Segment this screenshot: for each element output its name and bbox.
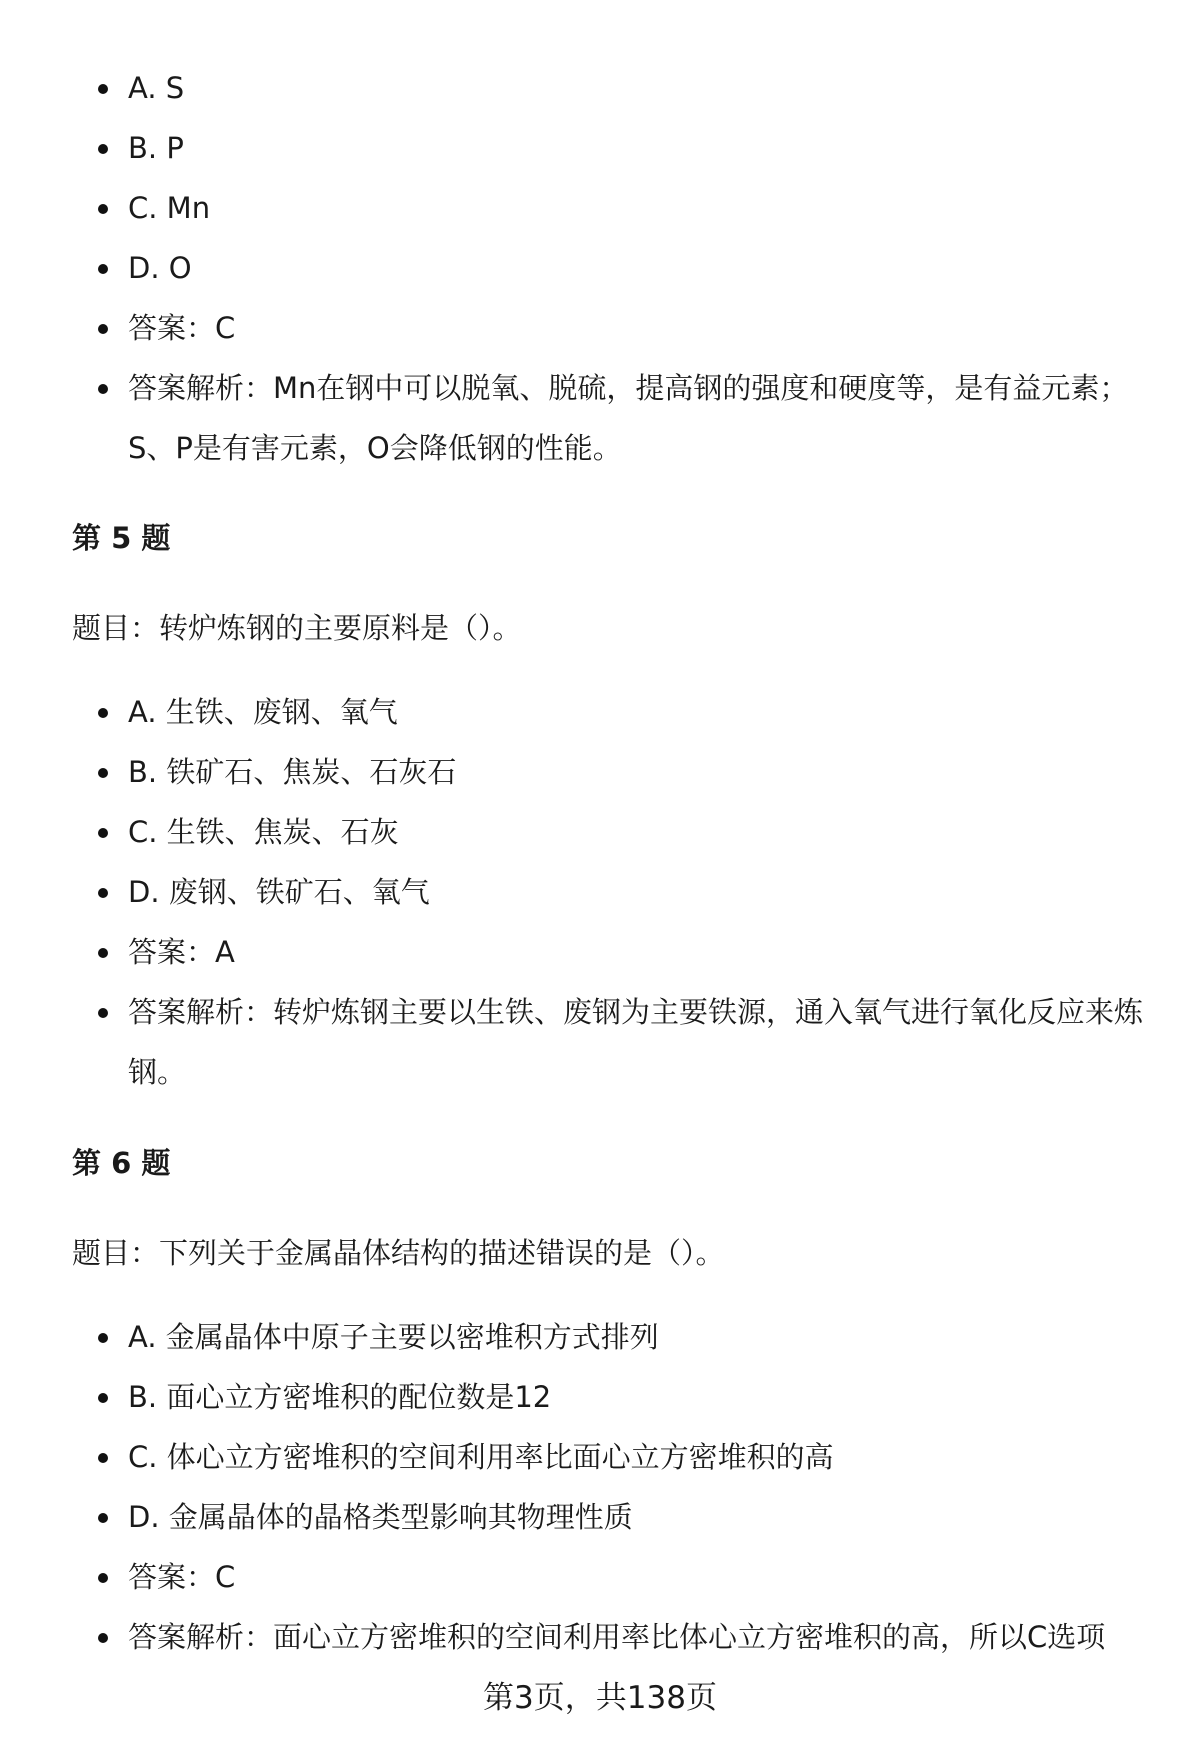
option-d: D. 金属晶体的晶格类型影响其物理性质 bbox=[0, 1487, 1200, 1547]
question-6-title: 第 6 题 bbox=[72, 1146, 171, 1180]
answer: 答案：C bbox=[0, 1547, 1200, 1607]
option-d: D. O bbox=[0, 238, 1200, 298]
answer-explanation: 答案解析：转炉炼钢主要以生铁、废钢为主要铁源，通入氧气进行氧化反应来炼钢。 bbox=[0, 982, 1200, 1102]
option-a: A. 生铁、废钢、氧气 bbox=[0, 682, 1200, 742]
question-6-options bbox=[0, 1307, 1200, 1667]
option-a: A. 金属晶体中原子主要以密堆积方式排列 bbox=[0, 1307, 1200, 1367]
answer: 答案：C bbox=[0, 298, 1200, 358]
option-d: D. 废钢、铁矿石、氧气 bbox=[0, 862, 1200, 922]
question-5-block bbox=[0, 682, 1200, 1102]
question-6-block bbox=[0, 1307, 1200, 1667]
question-6-stem: 题目：下列关于金属晶体结构的描述错误的是（）。 bbox=[72, 1236, 725, 1270]
question-5-stem: 题目：转炉炼钢的主要原料是（）。 bbox=[72, 611, 522, 645]
option-b: B. 面心立方密堆积的配位数是12 bbox=[0, 1367, 1200, 1427]
answer-explanation: 答案解析：面心立方密堆积的空间利用率比体心立方密堆积的高，所以C选项 bbox=[0, 1607, 1200, 1667]
page-footer: 第3页，共138页 bbox=[483, 1680, 717, 1716]
answer-explanation: 答案解析：Mn在钢中可以脱氧、脱硫，提高钢的强度和硬度等，是有益元素；S、P是有害元素，O会降低钢的性能。 bbox=[0, 358, 1200, 478]
option-c: C. 体心立方密堆积的空间利用率比面心立方密堆积的高 bbox=[0, 1427, 1200, 1487]
option-b: B. P bbox=[0, 118, 1200, 178]
question-4-options bbox=[0, 58, 1200, 478]
option-a: A. S bbox=[0, 58, 1200, 118]
question-5-title: 第 5 题 bbox=[72, 521, 171, 555]
answer: 答案：A bbox=[0, 922, 1200, 982]
option-c: C. 生铁、焦炭、石灰 bbox=[0, 802, 1200, 862]
question-5-options bbox=[0, 682, 1200, 1102]
option-c: C. Mn bbox=[0, 178, 1200, 238]
question-4-block bbox=[0, 58, 1200, 478]
option-b: B. 铁矿石、焦炭、石灰石 bbox=[0, 742, 1200, 802]
